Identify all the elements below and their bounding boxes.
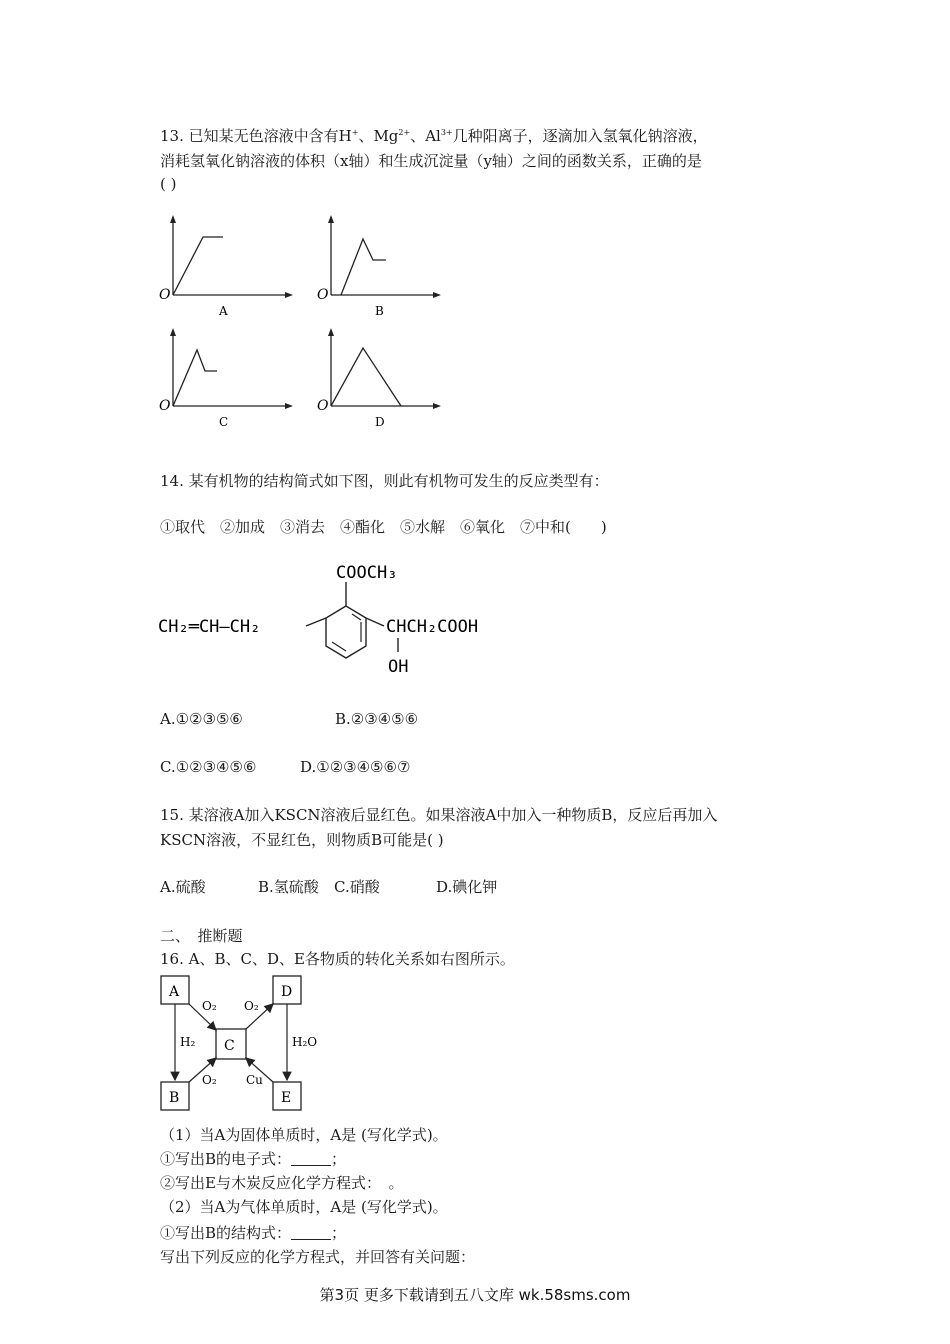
graph-d-origin: O	[317, 398, 329, 414]
q16-part1-a: ①写出B的电子式： ；	[160, 1150, 347, 1168]
q15-option-c: C.硝酸	[334, 878, 380, 896]
graph-b-origin: O	[317, 287, 329, 303]
label-cu: Cu	[246, 1073, 263, 1087]
graph-a-origin: O	[159, 287, 171, 303]
structure-diagram	[158, 556, 538, 690]
graph-b	[313, 215, 463, 329]
node-c: C	[224, 1038, 235, 1054]
node-e: E	[281, 1090, 292, 1106]
graph-d-label: D	[375, 415, 385, 429]
label-h2o: H₂O	[292, 1035, 318, 1049]
q15-option-b: B.氢硫酸	[258, 878, 319, 896]
answer-blank[interactable]	[291, 1151, 331, 1166]
label-o2-d: O₂	[244, 999, 259, 1013]
node-a: A	[169, 984, 180, 1000]
structure-oh: OH	[388, 657, 409, 677]
label-h2: H₂	[180, 1035, 196, 1049]
q16-line1: 16. A、B、C、D、E各物质的转化关系如右图所示。	[160, 950, 515, 968]
q13-line2: 消耗氢氧化钠溶液的体积（x轴）和生成沉淀量（y轴）之间的函数关系，正确的是	[160, 152, 702, 170]
q14-options-list: ①取代 ②加成 ③消去 ④酯化 ⑤水解 ⑥氧化 ⑦中和( )	[160, 518, 607, 536]
structure-right-chain: CHCH₂COOH	[386, 617, 479, 637]
node-b: B	[169, 1090, 180, 1106]
q14-option-b: B.②③④⑤⑥	[335, 710, 419, 728]
transformation-diagram	[158, 972, 358, 1126]
q14-option-d: D.①②③④⑤⑥⑦	[300, 758, 411, 776]
graph-b-label: B	[375, 304, 384, 318]
graph-c-label: C	[219, 415, 229, 429]
q15-option-a: A.硫酸	[160, 878, 206, 896]
q16-part2-a: ①写出B的结构式： ；	[160, 1224, 347, 1242]
graph-a	[155, 215, 305, 329]
q14-option-a: A.①②③⑤⑥	[160, 710, 243, 728]
graph-c	[155, 328, 305, 442]
label-o2-b: O₂	[202, 1073, 217, 1087]
graph-c-origin: O	[159, 398, 171, 414]
q16-part3: 写出下列反应的化学方程式，并回答有关问题：	[160, 1248, 476, 1266]
label-o2-a: O₂	[202, 999, 217, 1013]
q13-line3: ( )	[160, 175, 177, 193]
structure-top-group: COOCH₃	[336, 563, 398, 583]
q15-line2: KSCN溶液，不显红色，则物质B可能是( )	[160, 831, 444, 849]
q13-number: 13.	[160, 127, 184, 145]
q14-option-c: C.①②③④⑤⑥	[160, 758, 257, 776]
graph-d	[313, 328, 463, 442]
q13-line1: 13. 已知某无色溶液中含有H+、$Mg^{2+}$、$Al^{3+}$几种阳离子，逐滴加入氢氧化钠溶液，	[160, 127, 708, 145]
page-footer: 第3页 更多下载请到五八文库 wk.58sms.com	[319, 1286, 631, 1304]
q15-option-d: D.碘化钾	[436, 878, 498, 896]
answer-blank[interactable]	[291, 1225, 331, 1240]
q16-part2: （2）当A为气体单质时，A是 (写化学式)。	[160, 1198, 448, 1216]
q14-line1: 14. 某有机物的结构简式如下图，则此有机物可发生的反应类型有：	[160, 472, 609, 490]
q16-part1-b: ②写出E与木炭反应化学方程式： 。	[160, 1174, 404, 1192]
node-d: D	[281, 984, 293, 1000]
q15-line1: 15. 某溶液A加入KSCN溶液后显红色。如果溶液A中加入一种物质B，反应后再加入	[160, 806, 718, 824]
graph-a-label: A	[219, 304, 228, 318]
structure-left-chain: CH₂═CH—CH₂	[158, 617, 261, 637]
section-heading: 二、 推断题	[160, 927, 243, 945]
q16-part1: （1）当A为固体单质时，A是 (写化学式)。	[160, 1126, 448, 1144]
